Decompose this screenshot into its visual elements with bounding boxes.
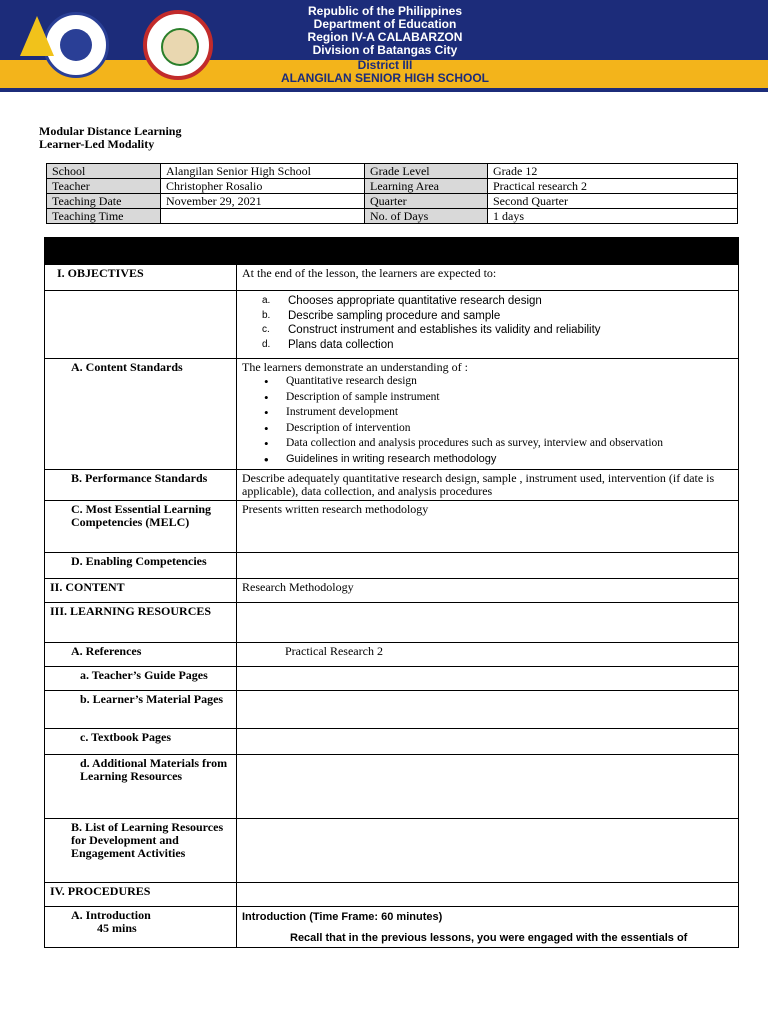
enabling-text [237, 553, 739, 579]
procedures-label: IV. PROCEDURES [45, 883, 237, 907]
introduction-heading: Introduction (Time Frame: 60 minutes) [242, 911, 443, 923]
list-resources-text [237, 819, 739, 883]
performance-standards-text: Describe adequately quantitative research design, sample , instrument used, intervention (if date is applicable), data collection, and analysis procedures [237, 470, 739, 501]
introduction-label-cell [45, 907, 237, 948]
content-standards-intro: The learners demonstrate an understanding of : [242, 360, 468, 374]
teacher-label: Teacher [47, 179, 161, 194]
header-line4: Division of Batangas City [312, 43, 458, 57]
learners-material-label: b. Learner’s Material Pages [45, 691, 237, 729]
references-text: Practical Research 2 [237, 643, 739, 667]
objective-item: d. Plans data collection [262, 338, 394, 351]
teacher-value: Christopher Rosalio [161, 179, 365, 194]
days-value: 1 days [488, 209, 738, 224]
content-standard-item: • Guidelines in writing research methodology [242, 452, 733, 468]
objectives-intro: At the end of the lesson, the learners are expected to: [237, 265, 739, 291]
content-standards-cell [237, 359, 739, 470]
lesson-plan-table [44, 237, 739, 948]
date-label: Teaching Date [47, 194, 161, 209]
grade-value: Grade 12 [488, 164, 738, 179]
textbook-text [237, 729, 739, 755]
content-text: Research Methodology [237, 579, 739, 603]
learners-material-text [237, 691, 739, 729]
content-label: II. CONTENT [45, 579, 237, 603]
melc-label: C. Most Essential Learning Competencies (MELC) [45, 501, 237, 553]
header-line1: Republic of the Philippines [307, 4, 462, 18]
school-value: Alangilan Senior High School [161, 164, 365, 179]
objectives-list-cell [237, 291, 739, 359]
objective-item: b. Describe sampling procedure and sample [262, 309, 501, 322]
time-value [161, 209, 365, 224]
time-label: Teaching Time [47, 209, 161, 224]
date-value: November 29, 2021 [161, 194, 365, 209]
references-label: A. References [45, 643, 237, 667]
objective-item: c. Construct instrument and establishes its validity and reliability [262, 324, 601, 336]
header-district: District III [357, 58, 413, 72]
introduction-label: A. Introduction [71, 908, 151, 922]
doc-subtitle: Learner-Led Modality [39, 137, 155, 151]
introduction-text: Recall that in the previous lessons, you were engaged with the essentials of [290, 932, 688, 944]
days-label: No. of Days [365, 209, 488, 224]
content-standard-item: • Instrument development [242, 405, 733, 421]
content-standard-item: • Description of intervention [242, 421, 733, 437]
objective-item: a. Chooses appropriate quantitative research design [262, 295, 542, 307]
division-seal-logo [143, 10, 213, 80]
textbook-label: c. Textbook Pages [45, 729, 237, 755]
objectives-label: I. OBJECTIVES [45, 265, 237, 291]
additional-materials-label: d. Additional Materials from Learning Resources [45, 755, 237, 819]
deped-seal-logo [43, 12, 109, 78]
enabling-label: D. Enabling Competencies [45, 553, 237, 579]
area-value: Practical research 2 [488, 179, 738, 194]
teachers-guide-text [237, 667, 739, 691]
learning-resources-text [237, 603, 739, 643]
header-school: ALANGILAN SENIOR HIGH SCHOOL [280, 71, 489, 85]
area-label: Learning Area [365, 179, 488, 194]
teachers-guide-label: a. Teacher’s Guide Pages [45, 667, 237, 691]
list-resources-label: B. List of Learning Resources for Development and Engagement Activities [45, 819, 237, 883]
grade-label: Grade Level [365, 164, 488, 179]
introduction-mins: 45 mins [97, 921, 137, 935]
objectives-empty [45, 291, 237, 359]
header-line3: Region IV-A CALABARZON [307, 30, 463, 44]
info-table [46, 163, 738, 224]
additional-materials-text [237, 755, 739, 819]
header-text [230, 5, 540, 85]
school-label: School [47, 164, 161, 179]
procedures-text [237, 883, 739, 907]
quarter-label: Quarter [365, 194, 488, 209]
table-header-left [45, 238, 237, 265]
content-standards-label: A. Content Standards [45, 359, 237, 470]
quarter-value: Second Quarter [488, 194, 738, 209]
content-standard-item: • Data collection and analysis procedures such as survey, interview and observation [242, 436, 733, 452]
doc-title: Modular Distance Learning [39, 124, 182, 138]
melc-text: Presents written research methodology [237, 501, 739, 553]
performance-standards-label: B. Performance Standards [45, 470, 237, 501]
learning-resources-label: III. LEARNING RESOURCES [45, 603, 237, 643]
content-standard-item: • Quantitative research design [242, 374, 733, 390]
content-standard-item: • Description of sample instrument [242, 390, 733, 406]
introduction-cell [237, 907, 739, 948]
header-line2: Department of Education [313, 17, 457, 31]
table-header-right [237, 238, 739, 265]
